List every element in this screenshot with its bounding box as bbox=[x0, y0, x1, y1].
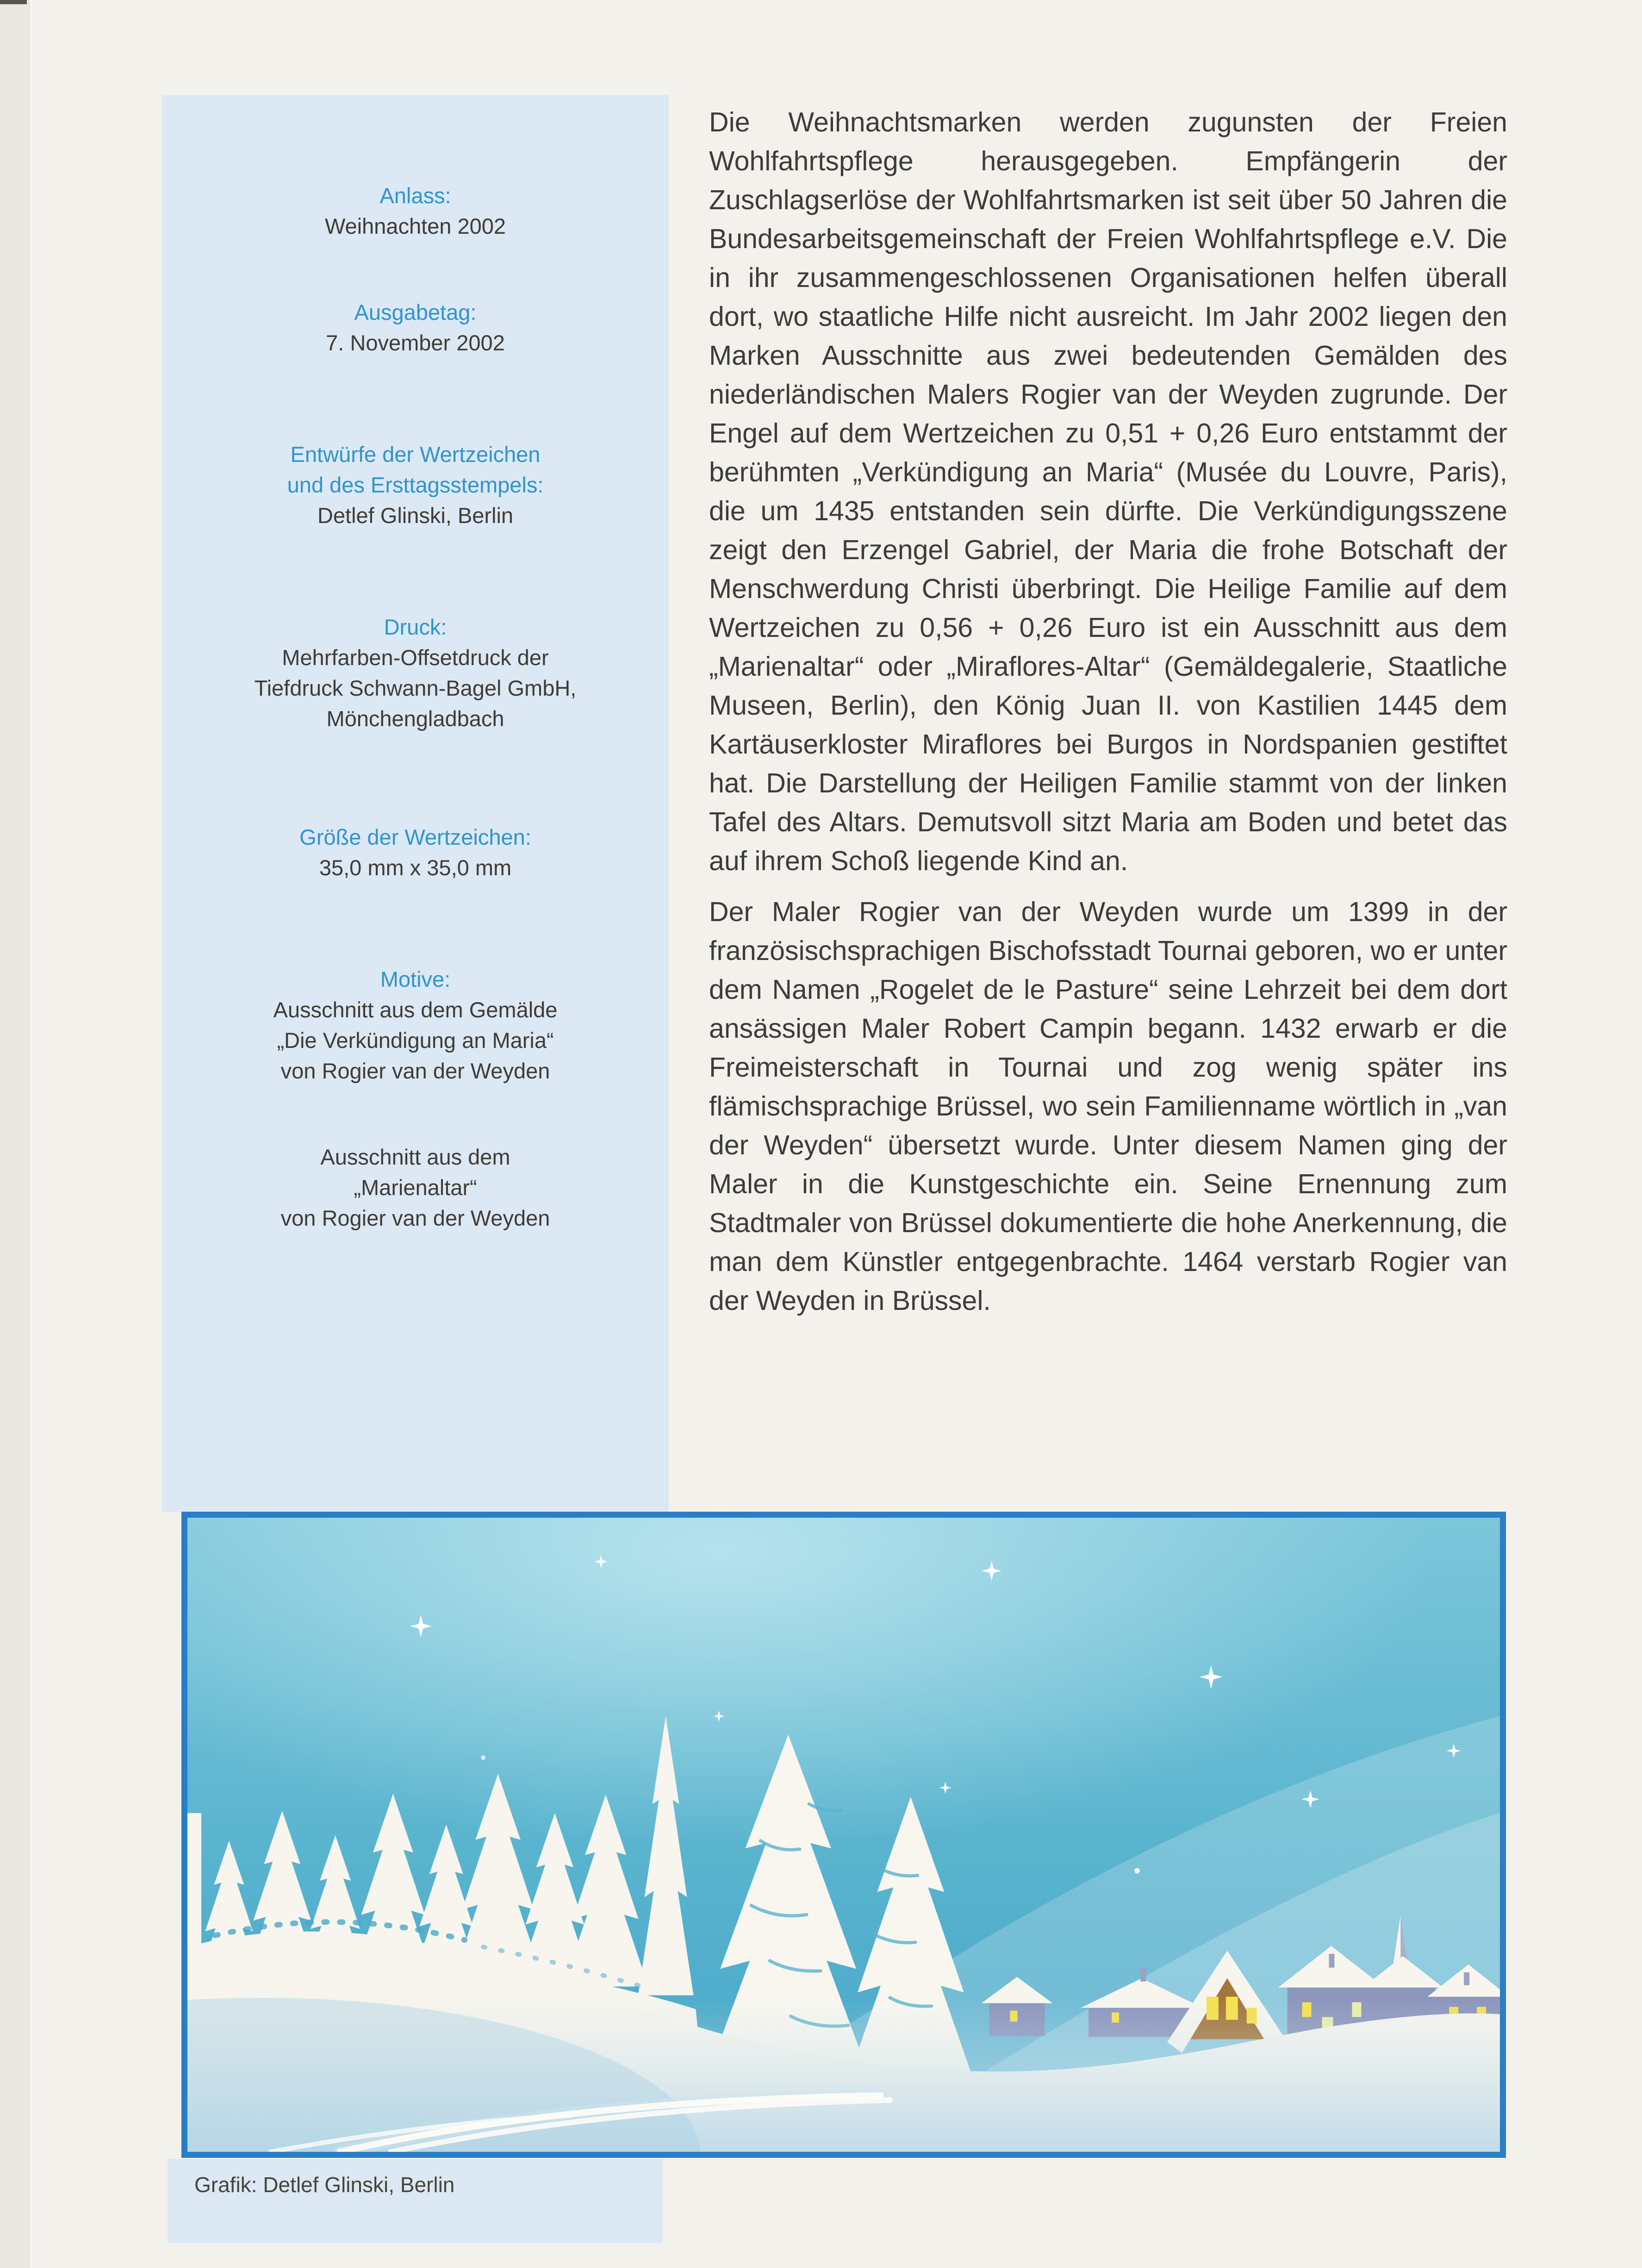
scan-artifact bbox=[0, 0, 27, 4]
value-motiv2-1: Ausschnitt aus dem bbox=[320, 1145, 510, 1169]
value-druck-2: Tiefdruck Schwann-Bagel GmbH, bbox=[254, 676, 577, 700]
label-entwuerfe-2: und des Ersttagsstempels: bbox=[287, 473, 544, 497]
value-motiv2-3: von Rogier van der Weyden bbox=[280, 1206, 550, 1230]
value-motiv1-2: „Die Verkündigung an Maria“ bbox=[277, 1028, 554, 1053]
value-druck-3: Mönchengladbach bbox=[326, 706, 504, 731]
article-text bbox=[709, 103, 1507, 1332]
caption-band bbox=[168, 2159, 663, 2243]
value-groesse: 35,0 mm x 35,0 mm bbox=[319, 855, 512, 880]
section-ausgabetag bbox=[162, 242, 669, 358]
label-motive: Motive: bbox=[380, 967, 451, 991]
label-groesse: Größe der Wertzeichen: bbox=[299, 825, 531, 849]
section-druck bbox=[162, 531, 669, 734]
value-druck-1: Mehrfarben-Offsetdruck der bbox=[282, 645, 549, 670]
paragraph-painter: Der Maler Rogier van der Weyden wurde um 1399 in der französischsprachigen Bischofsstadt Tournai geboren, wo er unter dem Namen „Rogelet de le Pasture“ seine Lehrzeit bei dem dort ansässigen Maler Robert Campin begann. 1432 erwarb er die Freimeisterschaft in Tournai und zog wenig später ins flämischsprachige Brüssel, wo sein Familienname wörtlich in „van der Weyden“ übersetzt wurde. Unter diesem Namen ging der Maler in die Kunstgeschichte ein. Seine Ernennung zum Stadtmaler von Brüssel dokumentierte die hohe Anerkennung, die man dem Künstler entgegenbrachte. 1464 verstarb Rogier van der Weyden in Brüssel. bbox=[709, 897, 1507, 1316]
winter-illustration bbox=[181, 1512, 1506, 2158]
section-entwuerfe bbox=[162, 358, 669, 531]
label-druck: Druck: bbox=[384, 615, 447, 639]
illustration-credit: Grafik: Detlef Glinski, Berlin bbox=[194, 2173, 455, 2197]
section-groesse bbox=[162, 734, 669, 883]
paragraph-stamps: Die Weihnachtsmarken werden zugunsten der Freien Wohlfahrtspflege herausgegeben. Empfängerin der Zuschlagserlöse der Wohlfahrtsmarken ist seit über 50 Jahren die Bundesarbeitsgemeinschaft der Freien Wohlfahrtspflege e.V. Die in ihr zusammengeschlossenen Organisationen helfen überall dort, wo staatliche Hilfe nicht ausreicht. Im Jahr 2002 liegen den Marken Ausschnitte aus zwei bedeutenden Gemälden des niederländischen Malers Rogier van der Weyden zugrunde. Der Engel auf dem Wertzeichen zu 0,51 + 0,26 Euro entstammt der berühmten „Verkündigung an Maria“ (Musée du Louvre, Paris), die um 1435 entstanden sein dürfte. Die Verkündigungsszene zeigt den Erzengel Gabriel, der Maria die frohe Botschaft der Menschwerdung Christi überbringt. Die Heilige Familie auf dem Wertzeichen zu 0,56 + 0,26 Euro ist ein Ausschnitt aus dem „Marienaltar“ oder „Miraflores-Altar“ (Gemäldegalerie, Staatliche Museen, Berlin), den König Juan II. von Kastilien 1445 dem Kartäuserkloster Miraflores bei Burgos in Nordspanien gestiftet hat. Die Darstellung der Heiligen Familie stammt von der linken Tafel des Altars. Demutsvoll sitzt Maria am Boden und betet das auf ihrem Schoß liegende Kind an. bbox=[709, 107, 1507, 876]
label-anlass: Anlass: bbox=[379, 183, 451, 208]
section-motiv2 bbox=[162, 1086, 669, 1234]
value-ausgabetag: 7. November 2002 bbox=[326, 330, 505, 355]
label-ausgabetag: Ausgabetag: bbox=[354, 300, 477, 324]
section-anlass bbox=[162, 95, 669, 242]
value-motiv1-3: von Rogier van der Weyden bbox=[280, 1059, 550, 1083]
page-left-edge bbox=[0, 0, 32, 2268]
winter-scene-svg bbox=[187, 1518, 1500, 2152]
value-motiv1-1: Ausschnitt aus dem Gemälde bbox=[273, 997, 558, 1022]
value-anlass: Weihnachten 2002 bbox=[324, 214, 506, 238]
label-entwuerfe-1: Entwürfe der Wertzeichen bbox=[290, 442, 541, 467]
stamp-info-sidebar bbox=[162, 95, 669, 1512]
value-entwuerfe: Detlef Glinski, Berlin bbox=[317, 503, 514, 528]
value-motiv2-2: „Marienaltar“ bbox=[354, 1175, 477, 1200]
section-motive bbox=[162, 883, 669, 1086]
